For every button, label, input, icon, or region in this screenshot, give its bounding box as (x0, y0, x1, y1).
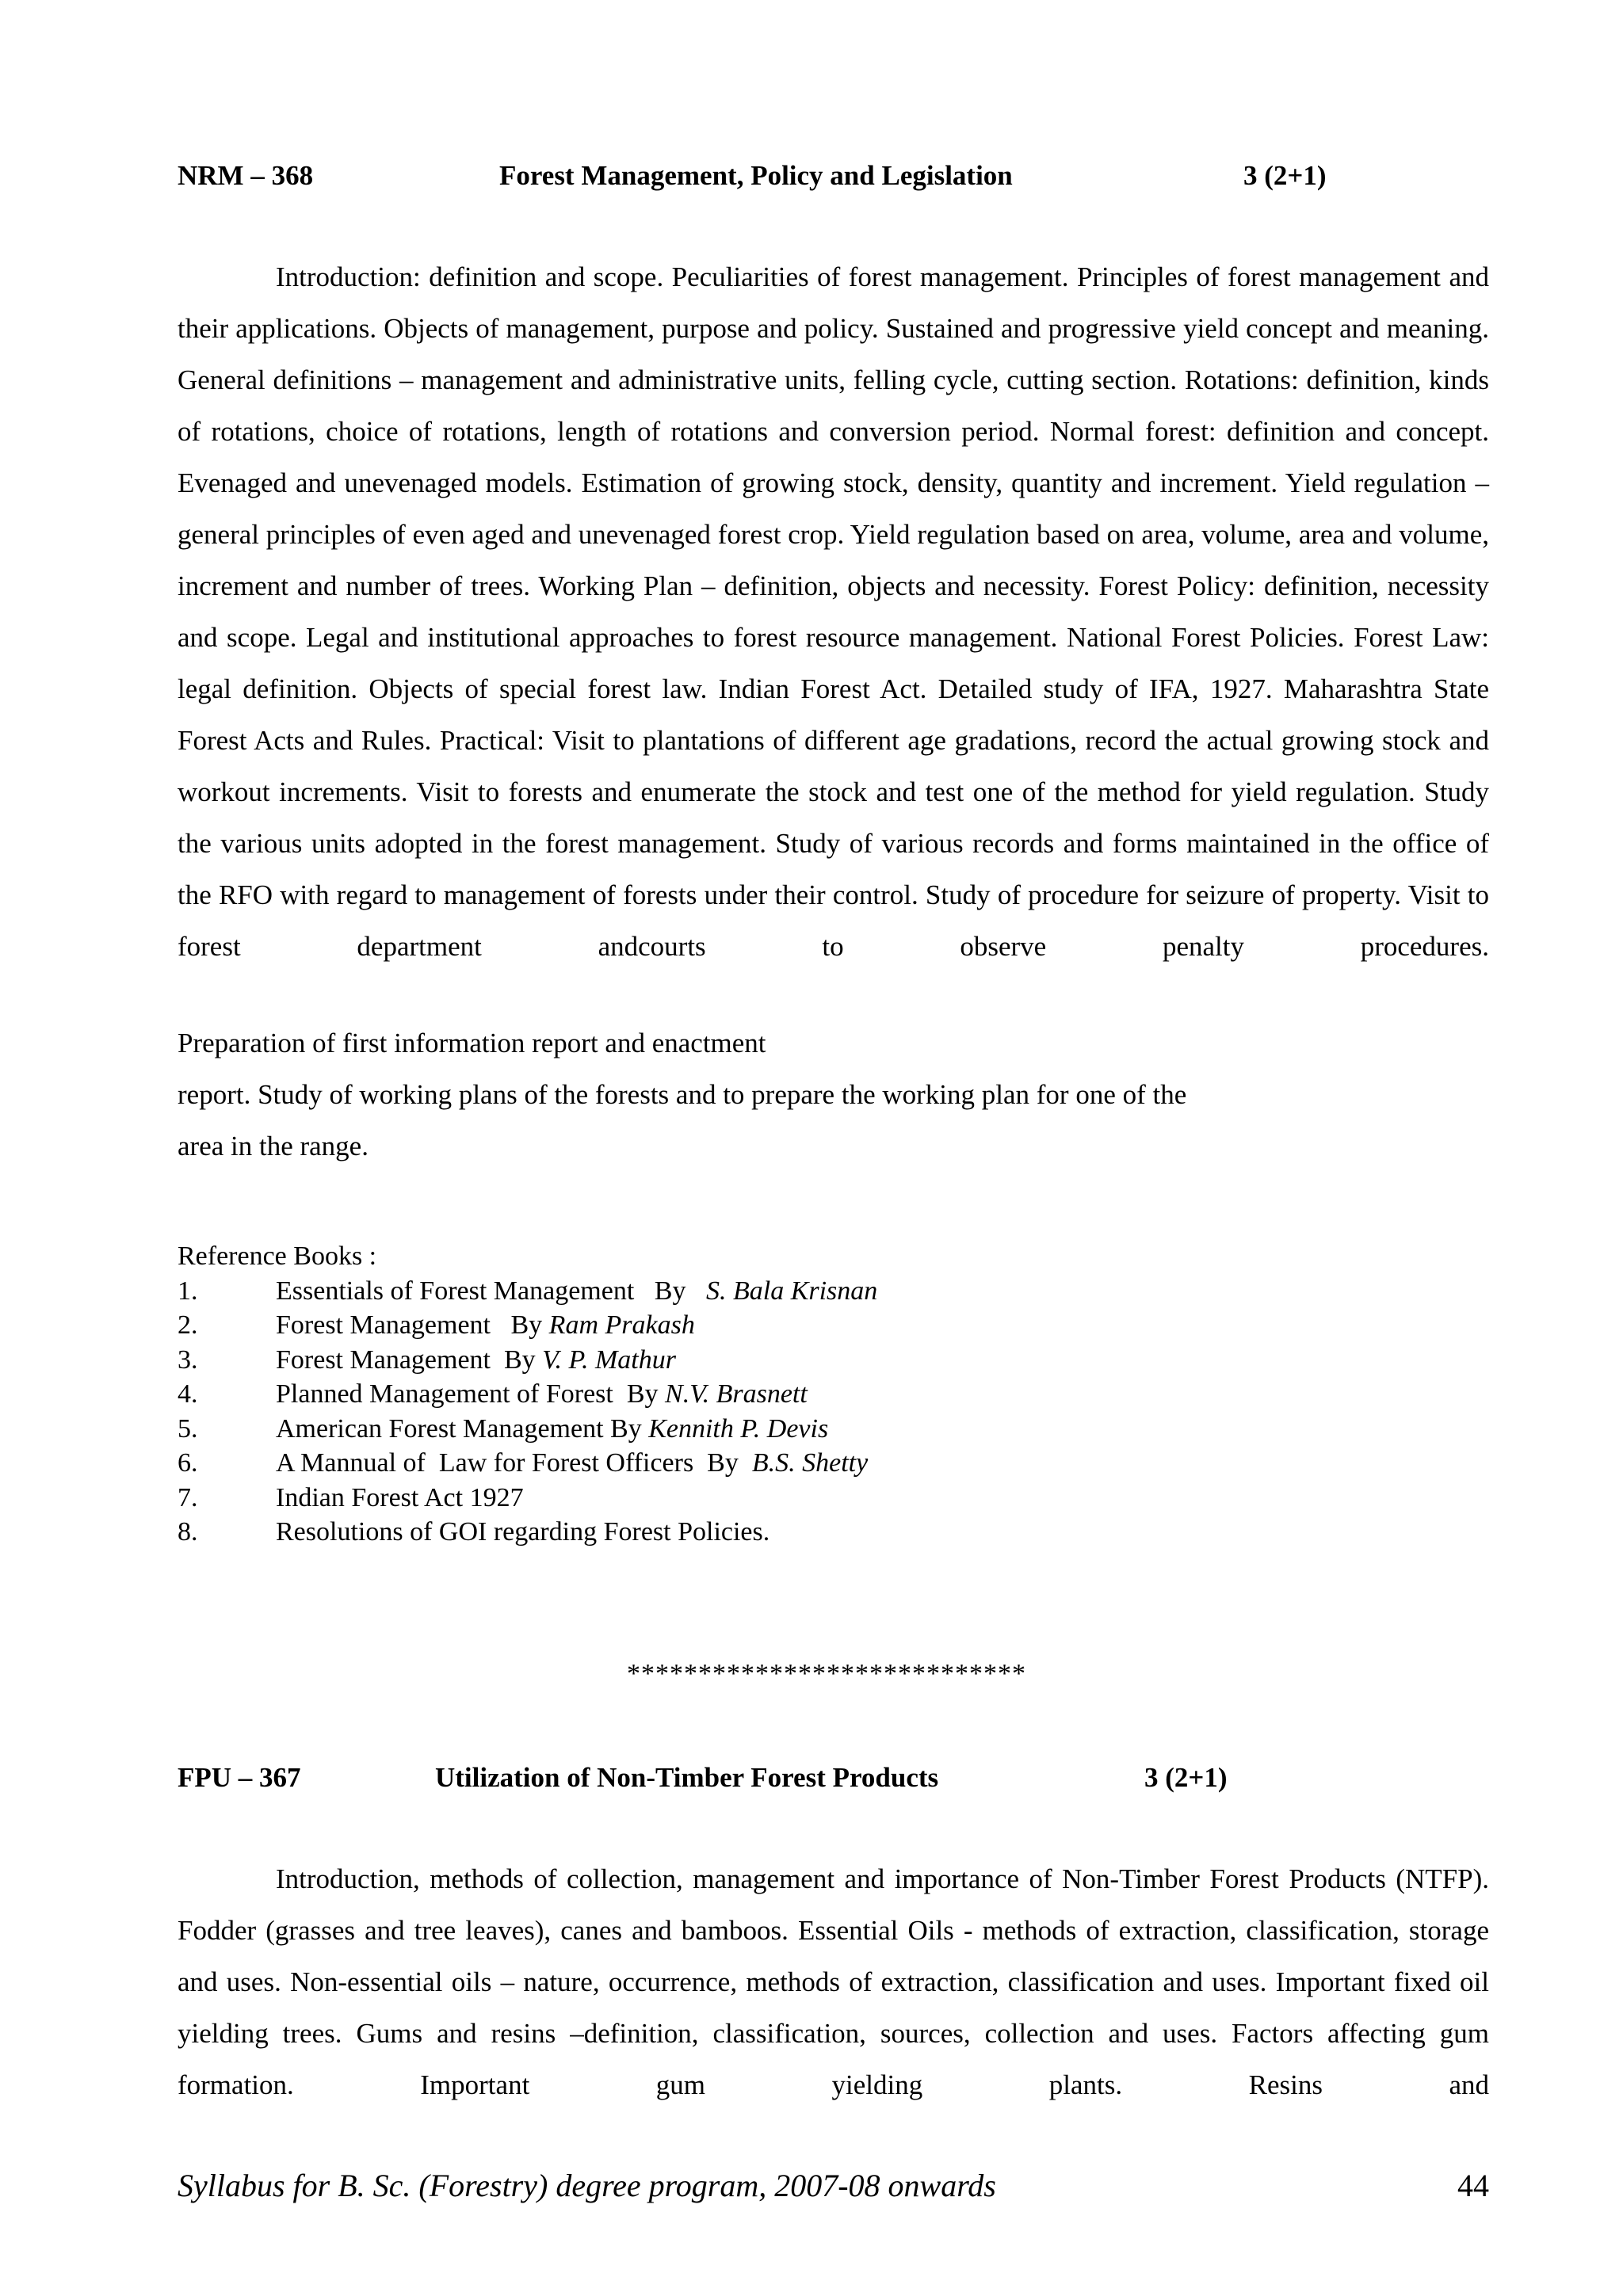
reference-text (276, 1412, 828, 1447)
reference-item (178, 1515, 1287, 1550)
reference-text (276, 1274, 877, 1309)
description-line-a: Preparation of first information report and enactment (178, 1028, 766, 1058)
course-code: NRM – 368 (178, 160, 314, 191)
course-heading-nrm-368 (178, 158, 1509, 193)
reference-author: Kennith P. Devis (648, 1413, 829, 1444)
reference-item (178, 1412, 1287, 1447)
reference-number: 1. (178, 1276, 198, 1306)
reference-text (276, 1481, 524, 1516)
reference-title: A Mannual of Law for Forest Officers By (276, 1448, 752, 1478)
reference-author: N.V. Brasnett (665, 1379, 808, 1409)
reference-item (178, 1481, 1287, 1516)
course-credits: 3 (2+1) (1144, 1762, 1228, 1793)
reference-author: B.S. Shetty (751, 1448, 869, 1478)
reference-books-title: Reference Books : (178, 1241, 377, 1271)
reference-title: Forest Management By (276, 1344, 543, 1375)
reference-text (276, 1377, 808, 1412)
reference-text (276, 1343, 676, 1378)
footer-text: Syllabus for B. Sc. (Forestry) degree program, 2007-08 onwards (178, 2168, 996, 2203)
reference-title: American Forest Management By (276, 1413, 649, 1444)
reference-author: Ram Prakash (548, 1310, 695, 1340)
reference-number: 6. (178, 1448, 198, 1478)
reference-text (276, 1446, 868, 1481)
course-description-text: Introduction: definition and scope. Peculiarities of forest management. Principles of forest management and their applications. Objects of management, purpose and policy. Sustained and progressive yield concept and meaning. General definitions – management and administrative units, felling cycle, cutting section. Rotations: definition, kinds of rotations, choice of rotations, length of rotations and conversion period. Normal forest: definition and concept. Evenaged and unevenaged models. Estimation of growing stock, density, quantity and increment. Yield regulation – general principles of even aged and unevenaged forest crop. Yield regulation based on area, volume, area and volume, increment and number of trees. Working Plan – definition, objects and necessity. Forest Policy: definition, necessity and scope. Legal and institutional approaches to forest resource management. National Forest Policies. Forest Law: legal definition. Objects of special forest law. Indian Forest Act. Detailed study of IFA, 1927. Maharashtra State Forest Acts and Rules. Practical: Visit to plantations of different age gradations, record the actual growing stock and workout increments. Visit to forests and enumerate the stock and test one of the method for yield regulation. Study the various units adopted in the forest management. Study of various records and forms maintained in the office of the RFO with regard to management of forests under their control. Study of procedure for seizure of property. Visit to forest department andcourts to observe penalty procedures. (178, 261, 1489, 962)
reference-list (178, 1274, 1287, 1550)
reference-title: Forest Management By (276, 1310, 549, 1340)
reference-item (178, 1377, 1287, 1412)
reference-books (178, 1239, 1287, 1550)
reference-author: V. P. Mathur (542, 1344, 676, 1375)
reference-text (276, 1515, 769, 1550)
reference-title: Essentials of Forest Management By (276, 1276, 706, 1306)
reference-item (178, 1274, 1287, 1309)
reference-number: 5. (178, 1413, 198, 1444)
reference-title: Indian Forest Act 1927 (276, 1482, 524, 1512)
course-description-nrm-368 (178, 251, 1489, 972)
reference-number: 3. (178, 1344, 198, 1375)
course-code: FPU – 367 (178, 1762, 301, 1793)
section-separator: **************************** (627, 1659, 1026, 1688)
reference-item (178, 1446, 1287, 1481)
description-line-c: area in the range. (178, 1131, 369, 1161)
course-heading-fpu-367 (178, 1760, 1509, 1795)
reference-number: 2. (178, 1310, 198, 1340)
course-title: Forest Management, Policy and Legislation (499, 160, 1013, 191)
reference-text (276, 1308, 695, 1343)
reference-author: S. Bala Krisnan (705, 1276, 878, 1306)
course-description-text: Introduction, methods of collection, management and importance of Non-Timber Forest Products (NTFP). Fodder (grasses and tree leaves), canes and bamboos. Essential Oils - methods of extraction, classification, storage and uses. Non-essential oils – nature, occurrence, methods of extraction, classification and uses. Important fixed oil yielding trees. Gums and resins –definition, classification, sources, collection and uses. Factors affecting gum formation. Important gum yielding plants. Resins and (178, 1863, 1489, 2100)
reference-number: 8. (178, 1517, 198, 1547)
reference-title: Resolutions of GOI regarding Forest Policies. (276, 1517, 770, 1547)
reference-item (178, 1308, 1287, 1343)
course-description-fpu-367 (178, 1853, 1489, 2111)
reference-title: Planned Management of Forest By (276, 1379, 666, 1409)
description-line-b: report. Study of working plans of the forests and to prepare the working plan for one of the (178, 1079, 1187, 1110)
reference-number: 7. (178, 1482, 198, 1512)
course-title: Utilization of Non-Timber Forest Products (435, 1762, 939, 1793)
course-credits: 3 (2+1) (1243, 160, 1327, 191)
page-number: 44 (1457, 2168, 1489, 2203)
page-footer (178, 2166, 1489, 2206)
reference-item (178, 1343, 1287, 1378)
reference-number: 4. (178, 1379, 198, 1409)
